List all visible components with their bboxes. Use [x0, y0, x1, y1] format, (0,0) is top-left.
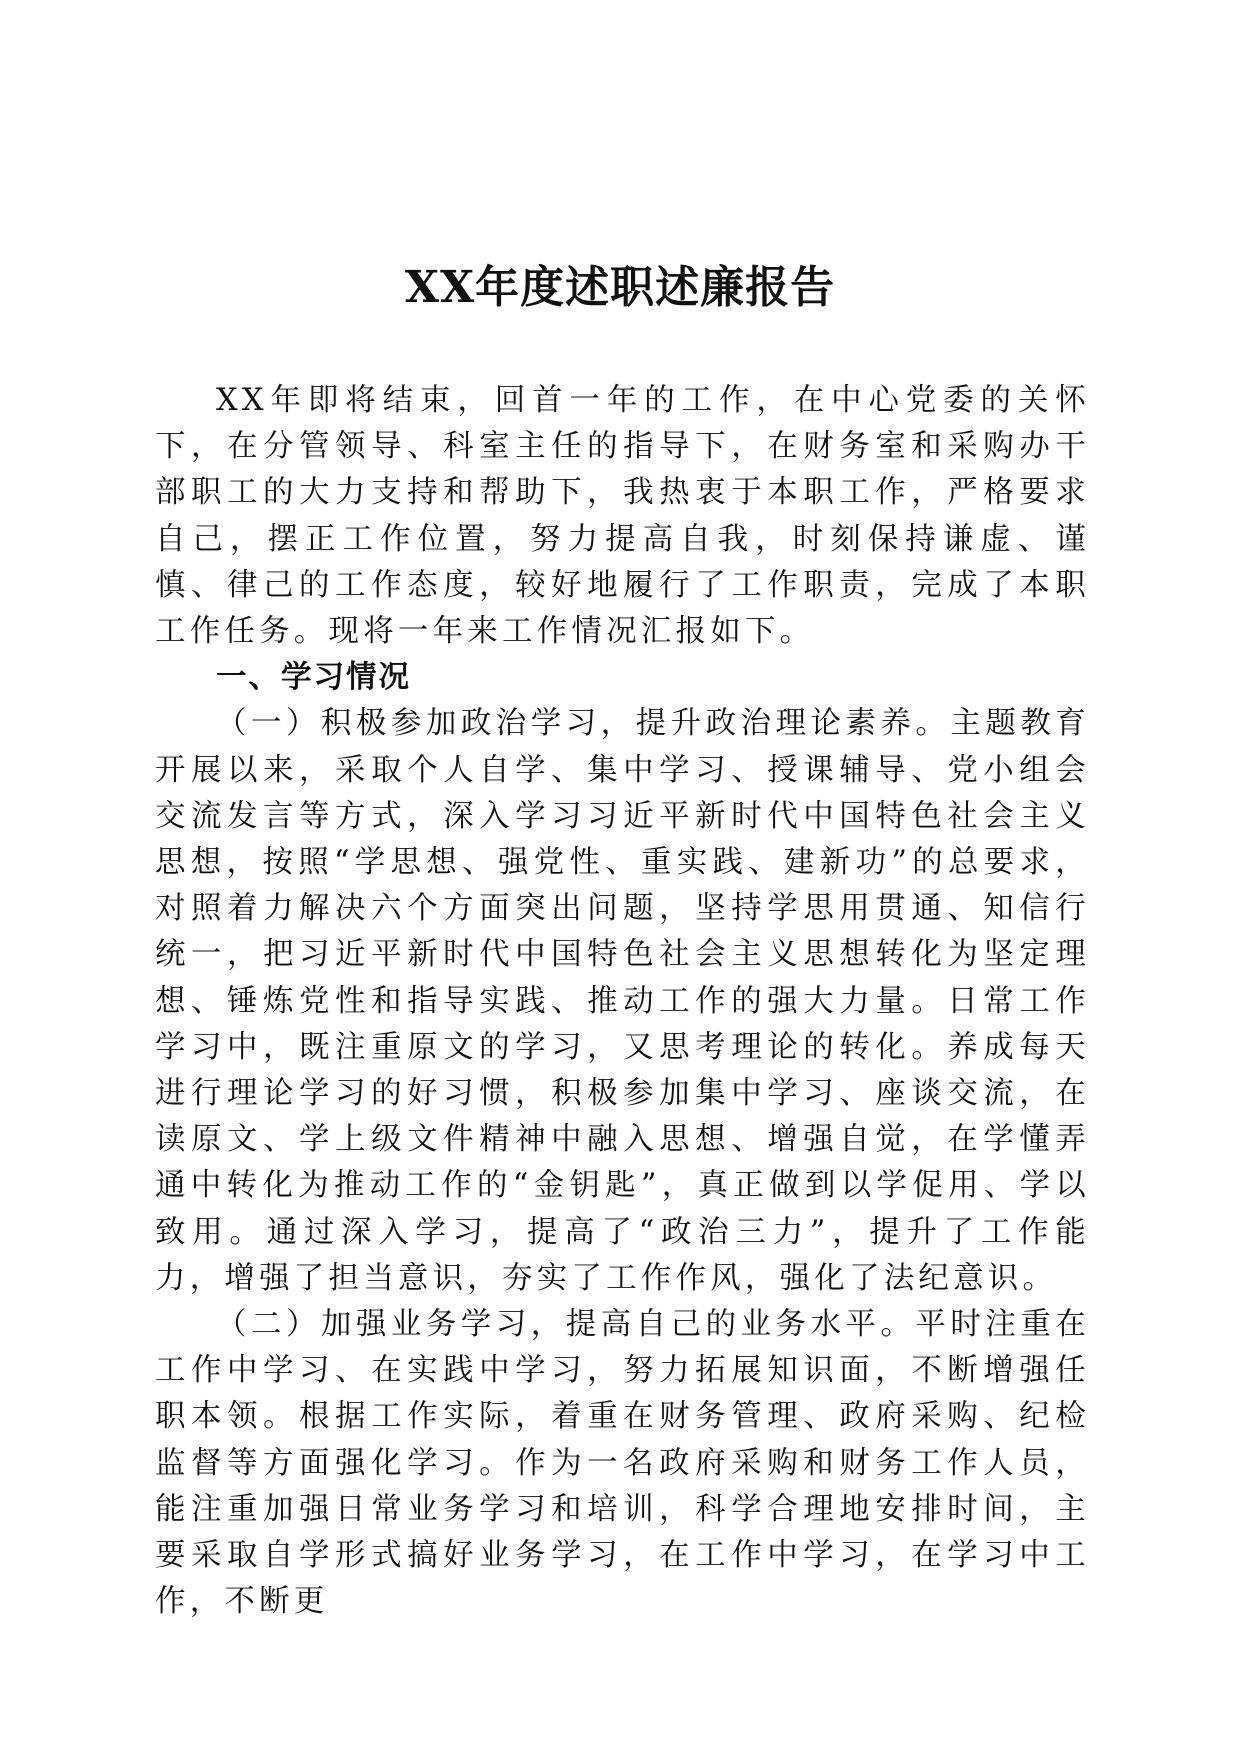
- intro-paragraph: XX年即将结束，回首一年的工作，在中心党委的关怀下，在分管领导、科室主任的指导下，在财务室和采购办干部职工的大力支持和帮助下，我热衷于本职工作，严格要求自己，摆正工作位置，努力提高自我，时刻保持谦虚、谨慎、律己的工作态度，较好地履行了工作职责，完成了本职工作任务。现将一年来工作情况汇报如下。: [155, 383, 1090, 650]
- document-title: XX年度述职述廉报告: [404, 262, 836, 313]
- section-heading-study: 一、学习情况: [216, 660, 411, 696]
- political-study-paragraph: （一）积极参加政治学习，提升政治理论素养。主题教育开展以来，采取个人自学、集中学习、授课辅导、党小组会交流发言等方式，深入学习习近平新时代中国特色社会主义思想，按照“学思想、强党性、重实践、建新功”的总要求，对照着力解决六个方面突出问题，坚持学思用贯通、知信行统一，把习近平新时代中国特色社会主义思想转化为坚定理想、锤炼党性和指导实践、推动工作的强大力量。日常工作学习中，既注重原文的学习，又思考理论的转化。养成每天进行理论学习的好习惯，积极参加集中学习、座谈交流，在读原文、学上级文件精神中融入思想、增强自觉，在学懂弄通中转化为推动工作的“金钥匙”，真正做到以学促用、学以致用。通过深入学习，提高了“政治三力”，提升了工作能力，增强了担当意识，夯实了工作作风，强化了法纪意识。: [155, 706, 1090, 1296]
- document-body: [155, 378, 1090, 1625]
- business-study-paragraph: （二）加强业务学习，提高自己的业务水平。平时注重在工作中学习、在实践中学习，努力拓展知识面，不断增强任职本领。根据工作实际，着重在财务管理、政府采购、纪检监督等方面强化学习。作为一名政府采购和财务工作人员，能注重加强日常业务学习和培训，科学合理地安排时间，主要采取自学形式搞好业务学习，在工作中学习，在学习中工作，不断更: [155, 1307, 1090, 1620]
